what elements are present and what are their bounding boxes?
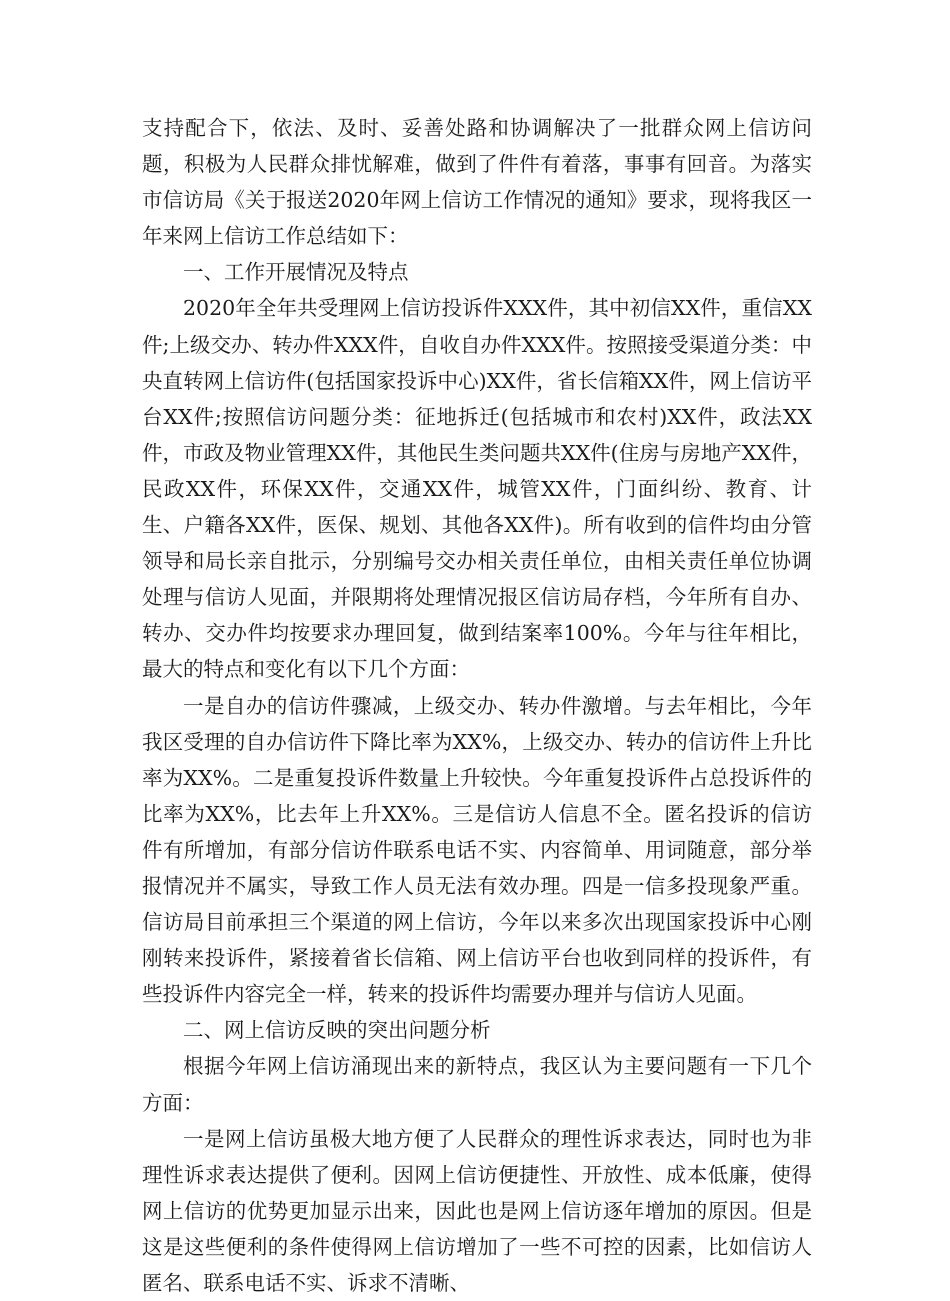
paragraph-analysis-intro: 根据今年网上信访涌现出来的新特点，我区认为主要问题有一下几个方面： — [142, 1054, 812, 1115]
section-heading-1: 一、工作开展情况及特点 — [183, 260, 409, 285]
document-body — [142, 110, 812, 1301]
paragraph-statistics: 2020年全年共受理网上信访投诉件XXX件，其中初信XX件，重信XX件;上级交办、转办件XXX件，自收自办件XXX件。按照接受渠道分类：中央直转网上信访件(包括国家投诉中心)XX件，省长信箱XX件，网上信访平台XX件;按照信访问题分类：征地拆迁(包括城市和农村)XX件，政法XX件，市政及物业管理XX件，其他民生类问题共XX件(住房与房地产XX件，民政XX件，环保XX件，交通XX件，城管XX件，门面纠纷、教育、计生、户籍各XX件，医保、规划、其他各XX件)。所有收到的信件均由分管领导和局长亲自批示，分别编号交办相关责任单位，由相关责任单位协调处理与信访人见面，并限期将处理情况报区信访局存档，今年所有自办、转办、交办件均按要求办理回复，做到结案率100%。今年与往年相比，最大的特点和变化有以下几个方面： — [142, 296, 812, 682]
paragraph-analysis-1: 一是网上信访虽极大地方便了人民群众的理性诉求表达，同时也为非理性诉求表达提供了便利。因网上信访便捷性、开放性、成本低廉，使得网上信访的优势更加显示出来，因此也是网上信访逐年增加的原因。但是这是这些便利的条件使得网上信访增加了一些不可控的因素，比如信访人匿名、联系电话不实、诉求不清晰、 — [142, 1126, 812, 1295]
section-heading-2: 二、网上信访反映的突出问题分析 — [183, 1018, 491, 1043]
paragraph-continuation: 支持配合下，依法、及时、妥善处路和协调解决了一批群众网上信访问题，积极为人民群众排忧解难，做到了件件有着落，事事有回音。为落实市信访局《关于报送2020年网上信访工作情况的通知》要求，现将我区一年来网上信访工作总结如下： — [142, 116, 812, 249]
paragraph-characteristics: 一是自办的信访件骤减，上级交办、转办件激增。与去年相比，今年我区受理的自办信访件下降比率为XX%，上级交办、转办的信访件上升比率为XX%。二是重复投诉件数量上升较快。今年重复投诉件占总投诉件的比率为XX%，比去年上升XX%。三是信访人信息不全。匿名投诉的信访件有所增加，有部分信访件联系电话不实、内容简单、用词随意，部分举报情况并不属实，导致工作人员无法有效办理。四是一信多投现象严重。信访局目前承担三个渠道的网上信访，今年以来多次出现国家投诉中心刚刚转来投诉件，紧接着省长信箱、网上信访平台也收到同样的投诉件，有些投诉件内容完全一样，转来的投诉件均需要办理并与信访人见面。 — [142, 693, 812, 1007]
